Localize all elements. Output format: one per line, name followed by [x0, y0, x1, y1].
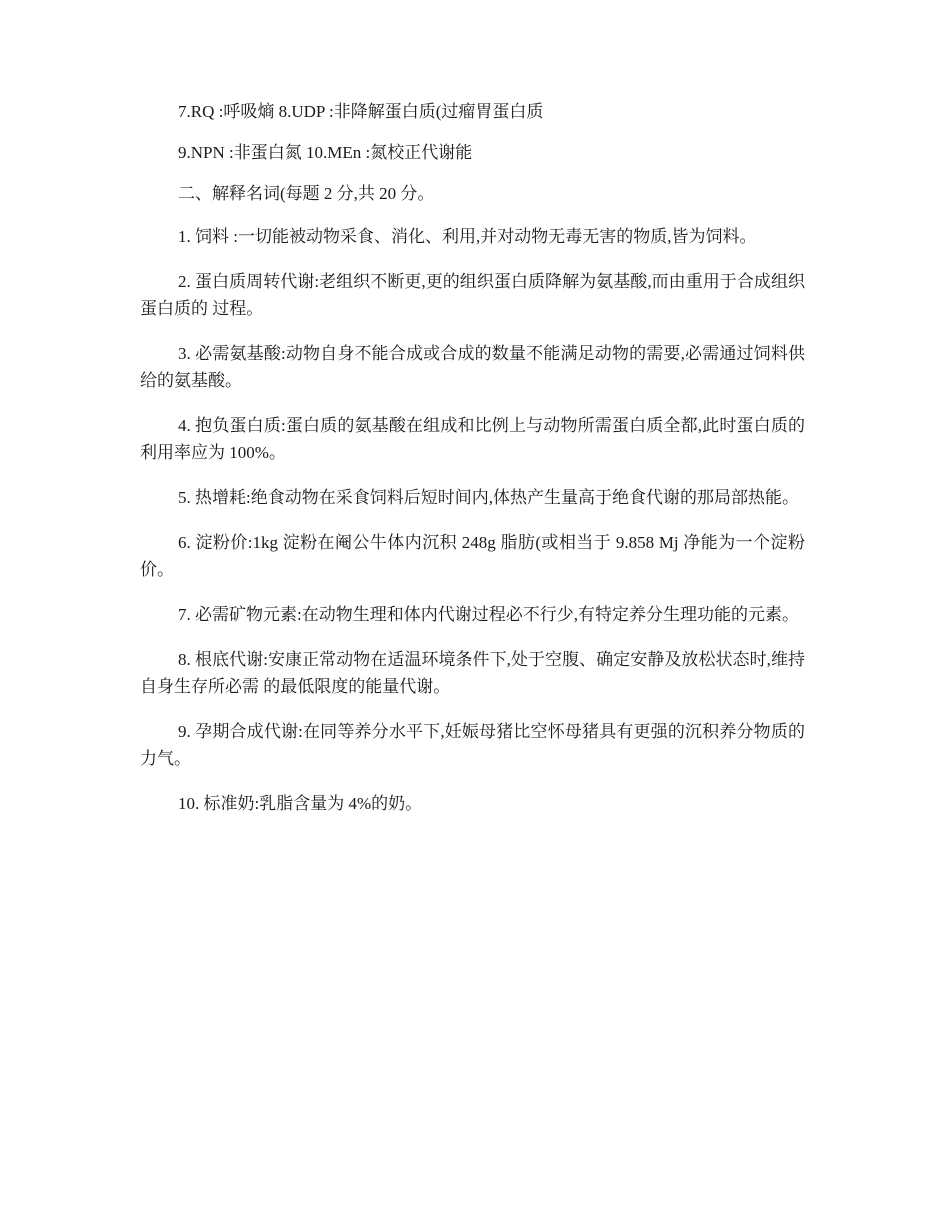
definition-item-9: 9. 孕期合成代谢:在同等养分水平下,妊娠母猪比空怀母猪具有更强的沉积养分物质的力气。: [140, 722, 805, 768]
definition-item-8: 8. 根底代谢:安康正常动物在适温环境条件下,处于空腹、确定安静及放松状态时,维持自身生存所必需 的最低限度的能量代谢。: [140, 650, 805, 696]
definition-item-10: 10. 标准奶:乳脂含量为 4%的奶。: [178, 794, 423, 813]
abbreviation-line-1: 7.RQ :呼吸熵 8.UDP :非降解蛋白质(过瘤胃蛋白质: [178, 102, 544, 121]
document-page: [140, 98, 805, 835]
definition-item-2: 2. 蛋白质周转代谢:老组织不断更,更的组织蛋白质降解为氨基酸,而由重用于合成组织蛋白质的 过程。: [140, 272, 805, 318]
definition-item-5: 5. 热增耗:绝食动物在采食饲料后短时间内,体热产生量高于绝食代谢的那局部热能。: [178, 488, 799, 507]
section-heading: 二、解释名词(每题 2 分,共 20 分。: [178, 184, 435, 203]
definition-list: [140, 223, 805, 817]
definition-item-1: 1. 饲料 :一切能被动物采食、消化、利用,并对动物无毒无害的物质,皆为饲料。: [178, 227, 757, 246]
definition-item-4: 4. 抱负蛋白质:蛋白质的氨基酸在组成和比例上与动物所需蛋白质全都,此时蛋白质的利用率应为 100%。: [140, 416, 805, 462]
definition-item-7: 7. 必需矿物元素:在动物生理和体内代谢过程必不行少,有特定养分生理功能的元素。: [178, 605, 799, 624]
definition-item-6: 6. 淀粉价:1kg 淀粉在阉公牛体内沉积 248g 脂肪(或相当于 9.858 Mj 净能为一个淀粉价。: [140, 533, 805, 579]
definition-item-3: 3. 必需氨基酸:动物自身不能合成或合成的数量不能满足动物的需要,必需通过饲料供给的氨基酸。: [140, 344, 805, 390]
abbreviation-line-2: 9.NPN :非蛋白氮 10.MEn :氮校正代谢能: [178, 143, 473, 162]
